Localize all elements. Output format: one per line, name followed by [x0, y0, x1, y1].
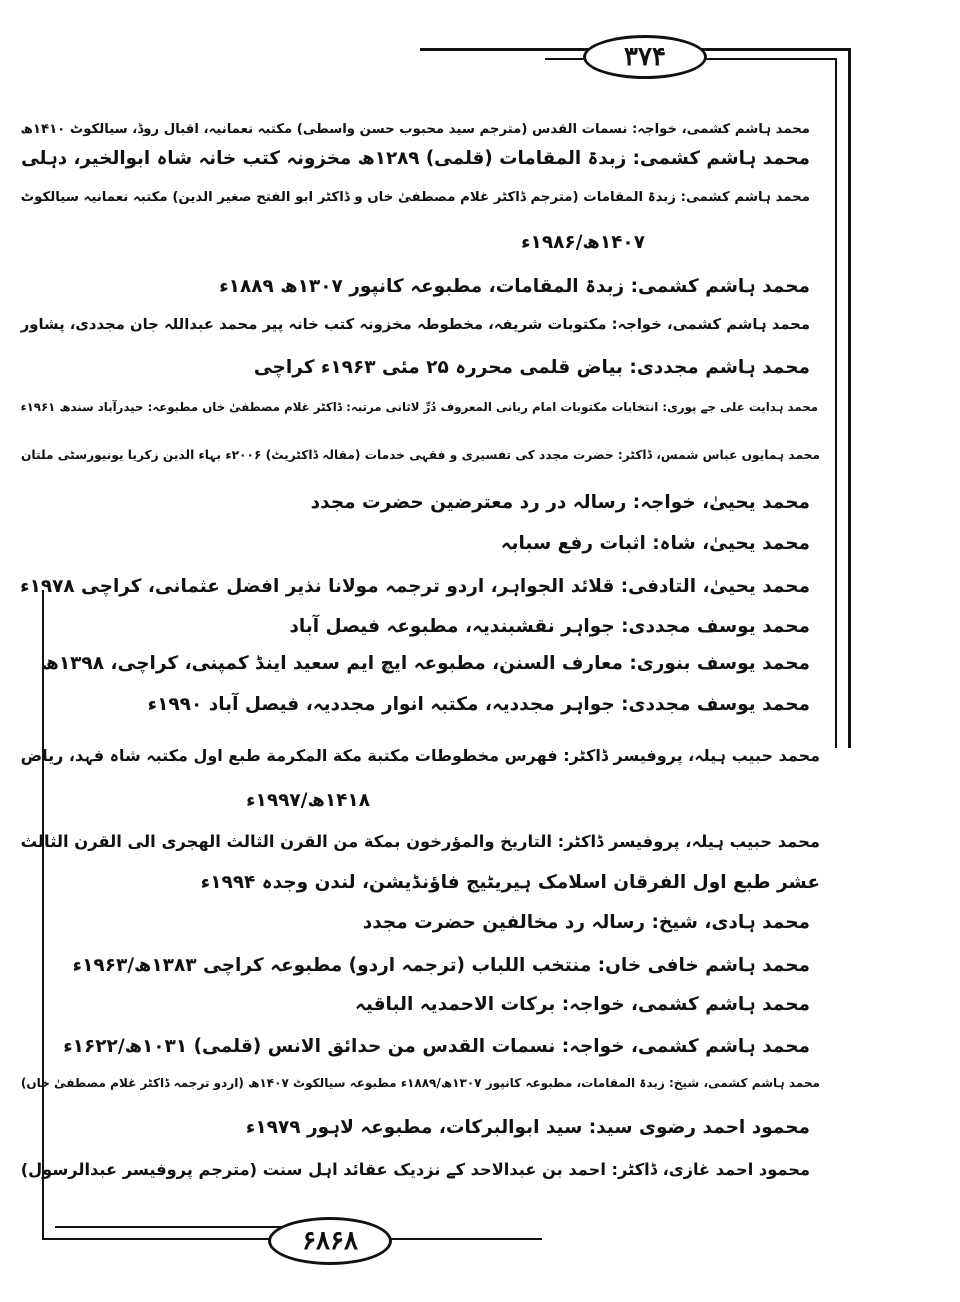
frame-right-line-outer: [848, 48, 851, 748]
entry-16: محمد حبیب ہیلہ، پروفیسر ڈاکٹر: التاريخ والمؤرخون بمكة من القرن الثالث الهجرى الى القرن الثالث: [20, 832, 820, 851]
entry-15: محمد حبیب ہیلہ، پروفیسر ڈاکٹر: فهرس مخطوطات مكتبة مكة المكرمة طبع اول مکتبہ شاہ فہد، ریاض: [20, 746, 820, 765]
entry-9: محمد یحییٰ، خواجہ: رسالہ در رد معترضین حضرت مجدد: [310, 492, 810, 513]
entry-21: محمد ہاشم کشمی، شیخ: زبدۃ المقامات، مطبوعہ کانپور ۱۳۰۷ھ/۱۸۸۹ء مطبوعہ سیالکوٹ ۱۴۰۷ھ (اردو ترجمہ ڈاکٹر غلام مصطفیٰ خاں): [20, 1076, 820, 1090]
entry-22: محمود احمد رضوی سید: سید ابوالبرکات، مطبوعہ لاہور ۱۹۷۹ء: [245, 1117, 810, 1138]
entry-5: محمد ہاشم کشمی، خواجہ: مکتوبات شریفہ، مخطوطہ مخزونہ کتب خانہ پیر محمد عبداللہ جان مجددی، پشاور: [20, 316, 810, 333]
entry-23: محمود احمد غازی، ڈاکٹر: احمد بن عبدالاحد کے نزدیک عقائد اہل سنت (مترجم پروفیسر عبدالرسول): [20, 1160, 810, 1179]
entry-15-cont: ۱۴۱۸ھ/۱۹۹۷ء: [246, 790, 370, 811]
entry-3: محمد ہاشم کشمی: زبدۃ المقامات (مترجم ڈاکٹر غلام مصطفیٰ خاں و ڈاکٹر ابو الفتح صغیر الدین) مکتبہ نعمانیہ سیالکوٹ: [20, 190, 810, 205]
entry-11: محمد یحییٰ، التادفی: قلائد الجواہر، اردو ترجمہ مولانا نذیر افضل عثمانی، کراچی ۱۹۷۸ء: [20, 576, 810, 597]
frame-left-line: [42, 590, 44, 1240]
entry-19: محمد ہاشم کشمی، خواجہ: برکات الاحمدیہ الباقیہ: [355, 994, 810, 1015]
entry-8: محمد ہمایوں عباس شمس، ڈاکٹر: حضرت مجدد کی تفسیری و فقہی خدمات (مقالہ ڈاکٹریٹ) ۲۰۰۶ء بہاء الدین زکریا یونیورسٹی ملتان: [20, 448, 820, 462]
frame-bottom-line-inner: [55, 1226, 285, 1228]
entry-7: محمد ہدایت علی جے پوری: انتخابات مکتوبات امام ربانی المعروف دُرِّ لاثانی مرتبہ: ڈاکٹر غلام مصطفیٰ خاں مطبوعہ: حیدرآباد سندھ ۱۹۶۱ء: [20, 400, 818, 414]
entry-10: محمد یحییٰ، شاہ: اثبات رفع سبابہ: [500, 533, 810, 554]
entry-20: محمد ہاشم کشمی، خواجہ: نسمات القدس من حدائق الانس (قلمی) ۱۰۳۱ھ/۱۶۲۲ء: [63, 1036, 810, 1057]
entry-1: محمد ہاشم کشمی، خواجہ: نسمات القدس (مترجم سید محبوب حسن واسطی) مکتبہ نعمانیہ، اقبال روڈ، سیالکوٹ ۱۴۱۰ھ: [20, 122, 810, 137]
entry-6: محمد ہاشم مجددی: بیاض قلمی محررہ ۲۵ مئی ۱۹۶۳ء کراچی: [253, 357, 810, 378]
entry-2: محمد ہاشم کشمی: زبدۃ المقامات (قلمی) ۱۲۸۹ھ مخزونہ کتب خانہ شاہ ابوالخیر، دہلی: [21, 148, 810, 169]
entry-4: محمد ہاشم کشمی: زبدۃ المقامات، مطبوعہ کانپور ۱۳۰۷ھ ۱۸۸۹ء: [219, 276, 810, 297]
page-number-bottom: ۶۸۶۸: [268, 1217, 392, 1265]
entry-17: محمد ہادی، شیخ: رسالہ رد مخالفین حضرت مجدد: [362, 912, 810, 933]
frame-right-line-inner: [835, 58, 837, 748]
entry-18: محمد ہاشم خافی خاں: منتخب اللباب (ترجمہ اردو) مطبوعہ کراچی ۱۳۸۳ھ/۱۹۶۳ء: [72, 955, 810, 976]
page-number-top: ۳۷۴: [583, 35, 707, 79]
entry-14: محمد یوسف مجددی: جواہر مجددیہ، مکتبہ انوار مجددیہ، فیصل آباد ۱۹۹۰ء: [147, 694, 810, 715]
entry-13: محمد یوسف بنوری: معارف السنن، مطبوعہ ایچ ایم سعید اینڈ کمپنی، کراچی، ۱۳۹۸ھ: [41, 653, 810, 674]
entry-3-cont: ۱۴۰۷ھ/۱۹۸۶ء: [521, 232, 645, 253]
entry-16-cont: عشر طبع اول الفرقان اسلامک ہیریٹیج فاؤنڈیشن، لندن وجدہ ۱۹۹۴ء: [200, 872, 820, 893]
entry-12: محمد یوسف مجددی: جواہر نقشبندیہ، مطبوعہ فیصل آباد: [289, 616, 810, 637]
